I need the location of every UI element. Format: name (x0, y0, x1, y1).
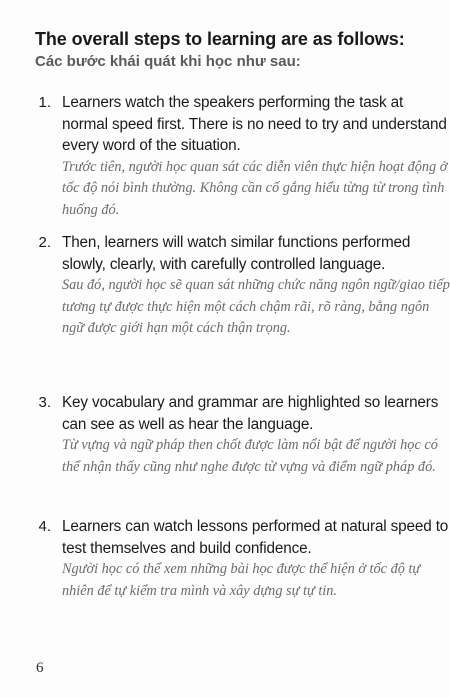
page-number: 6 (36, 660, 44, 676)
step-vietnamese-text: Trước tiên, người học quan sát các diễn viên thực hiện hoạt động ở tốc độ nói bình thường. Không cần cố gắng hiểu từng từ trong tình huống đó. (62, 158, 448, 218)
step-number: 1. (38, 94, 51, 111)
step-number: 2. (38, 234, 51, 251)
step-english-text: Key vocabulary and grammar are highlighted so learners can see as well as hear the language. (62, 394, 439, 433)
step-english-text: Learners can watch lessons performed at natural speed to test themselves and build confidence. (62, 518, 449, 557)
step-number: 4. (38, 518, 51, 535)
heading-english: The overall steps to learning are as follows: (35, 29, 405, 49)
section-heading (35, 28, 415, 72)
step-item-3 (34, 392, 450, 478)
step-vietnamese-text: Sau đó, người học sẽ quan sát những chức năng ngôn ngữ/giao tiếp tương tự được thực hiện một cách chậm rãi, rõ ràng, bằng ngôn ngữ được giới hạn một cách thận trọng. (62, 277, 450, 336)
step-english-text: Learners watch the speakers performing the task at normal speed first. There is no need to try and understand every word of the situation. (62, 94, 447, 154)
step-number: 3. (38, 394, 51, 411)
heading-vietnamese: Các bước khái quát khi học như sau: (35, 53, 301, 70)
step-item-2 (34, 232, 450, 340)
step-item-4 (34, 516, 450, 602)
step-item-1 (34, 92, 450, 221)
step-vietnamese-text: Người học có thể xem những bài học được thể hiện ở tốc độ tự nhiên để tự kiểm tra mình và xây dựng sự tự tin. (62, 561, 421, 599)
step-vietnamese-text: Từ vựng và ngữ pháp then chốt được làm nổi bật để người học có thể nhận thấy cũng như nghe được từ vựng và điểm ngữ pháp đó. (62, 437, 438, 475)
step-english-text: Then, learners will watch similar functions performed slowly, clearly, with carefully controlled language. (62, 234, 411, 273)
